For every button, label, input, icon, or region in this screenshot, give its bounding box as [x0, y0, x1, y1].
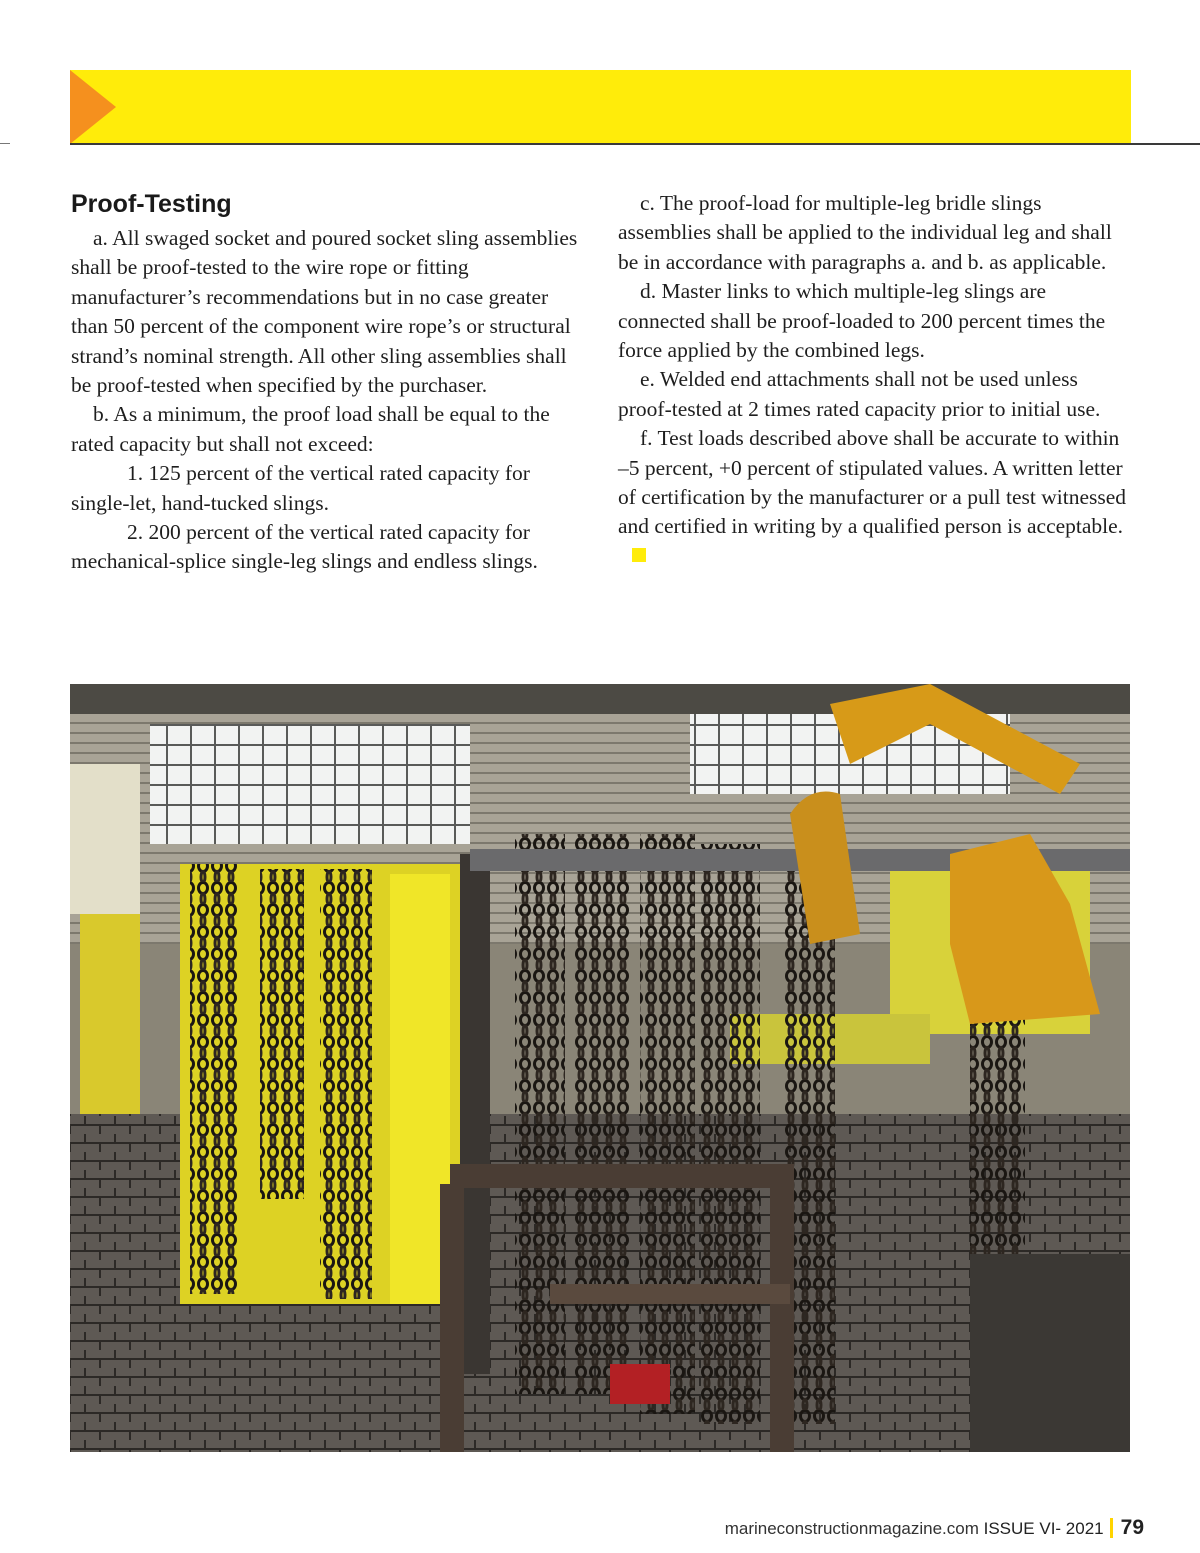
header-banner: [70, 70, 1131, 144]
end-mark-icon: [632, 548, 646, 562]
paragraph-f: [618, 424, 1130, 571]
footer-website: marineconstructionmagazine.com: [724, 1519, 979, 1538]
paragraph-b2: 2. 200 percent of the vertical rated capacity for mechanical-splice single-leg slings and endless slings.: [71, 520, 538, 574]
right-column: [618, 189, 1130, 571]
paragraph-d: d. Master links to which multiple-leg slings are connected shall be proof-loaded to 200 percent times the force applied by the combined legs.: [618, 279, 1106, 363]
photo-chain-slings: [70, 684, 1130, 1452]
header-rule: [70, 143, 1200, 145]
paragraph-a: a. All swaged socket and poured socket sling assemblies shall be proof-tested to the wire rope or fitting manufacturer’s recommendations but in no case greater than 50 percent of the component wire rope’s or structural strand’s nominal strength. All other sling assemblies shall be proof-tested when specified by the purchaser.: [71, 226, 578, 398]
crop-mark: [0, 143, 10, 144]
footer-separator: [1110, 1518, 1113, 1538]
left-column: [71, 188, 583, 577]
arrow-icon: [70, 70, 116, 144]
footer-issue: ISSUE VI- 2021: [983, 1519, 1104, 1538]
section-heading: Proof-Testing: [71, 190, 232, 218]
paragraph-b: b. As a minimum, the proof load shall be equal to the rated capacity but shall not exceed:: [71, 402, 550, 456]
paragraph-e: e. Welded end attachments shall not be used unless proof-tested at 2 times rated capacity prior to initial use.: [618, 367, 1101, 421]
page-number: 79: [1120, 1516, 1144, 1539]
paragraph-c: c. The proof-load for multiple-leg bridle slings assemblies shall be applied to the individual leg and shall be in accordance with paragraphs a. and b. as applicable.: [618, 191, 1112, 274]
paragraph-b1: 1. 125 percent of the vertical rated capacity for single-let, hand-tucked slings.: [71, 461, 530, 515]
page-footer: [725, 1516, 1144, 1540]
paragraph-f-text: f. Test loads described above shall be accurate to within –5 percent, +0 percent of stipulated values. A written letter of certification by the manufacturer or a pull test witnessed and certified in writing by a qualified person is acceptable.: [618, 426, 1127, 539]
